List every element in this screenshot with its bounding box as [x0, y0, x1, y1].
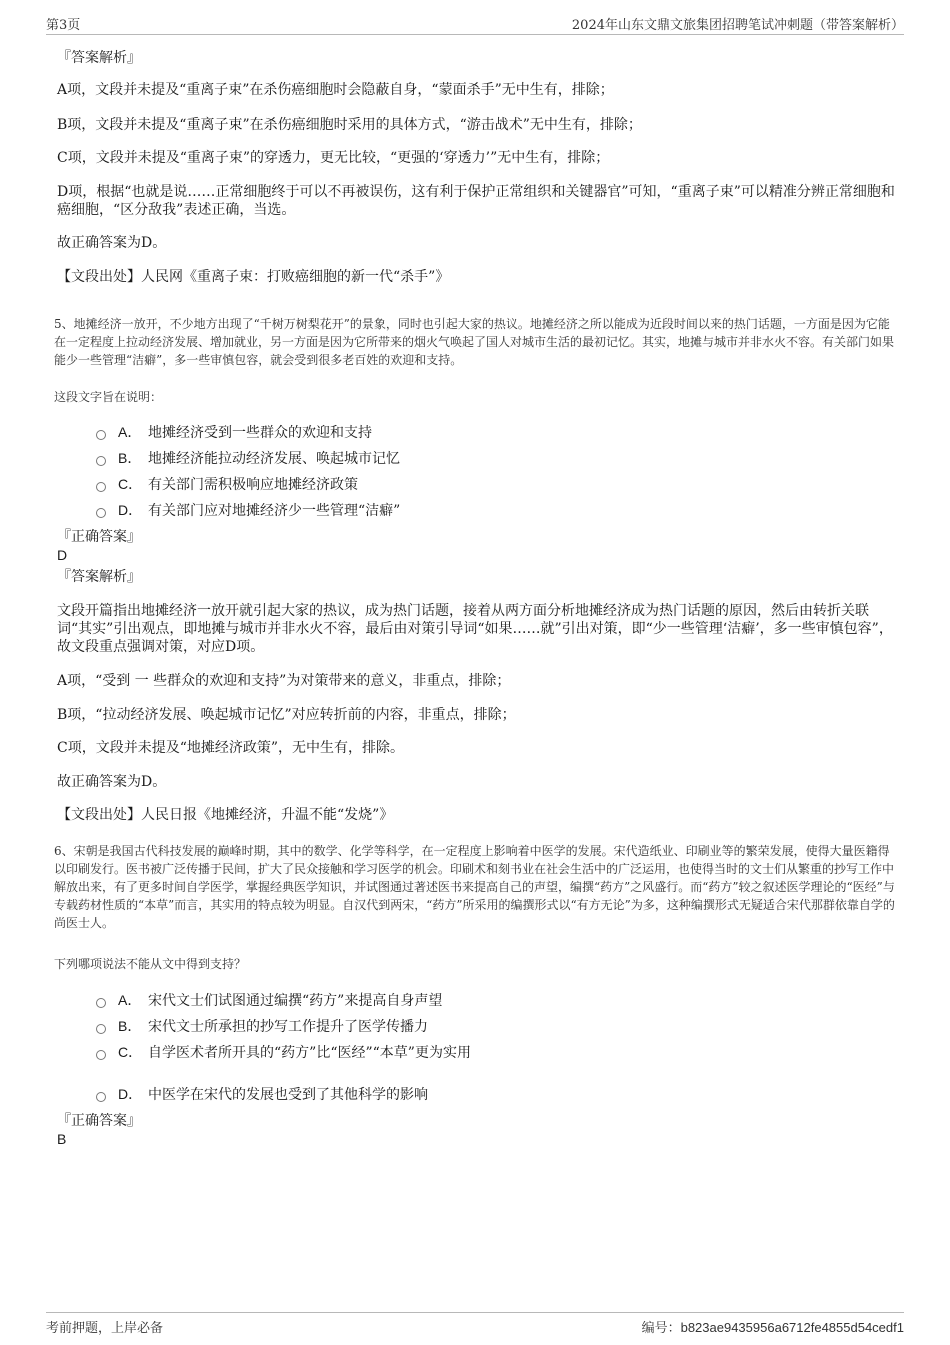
footer-slogan: 考前押题，上岸必备: [46, 1321, 164, 1336]
option-text: 宋代文士们试图通过编撰“药方”来提高自身声望: [148, 993, 443, 1009]
option-letter: B．: [118, 1018, 142, 1034]
page-number: 第3页: [46, 18, 81, 33]
q6-answer: B: [57, 1131, 67, 1147]
q5-answer-heading: 『正确答案』: [57, 529, 141, 545]
q5-conclusion: 故正确答案为D。: [57, 774, 167, 790]
q6-prompt: 下列哪项说法不能从文中得到支持？: [54, 957, 247, 971]
option-letter: C．: [118, 476, 143, 492]
radio-button[interactable]: [96, 482, 106, 492]
page-header: [46, 14, 904, 35]
q5-analysis-heading: 『答案解析』: [57, 569, 141, 585]
q6-option-a[interactable]: [96, 991, 442, 1010]
q5-analysis-option-a: A项，“受到 一 些群众的欢迎和支持”为对策带来的意义，非重点，排除；: [57, 673, 511, 689]
radio-button[interactable]: [96, 1050, 106, 1060]
q4-analysis-option-b: B项，文段并未提及“重离子束”在杀伤癌细胞时采用的具体方式，“游击战术”无中生有，排除；: [57, 117, 642, 133]
option-letter: B．: [118, 450, 142, 466]
option-text: 地摊经济受到一些群众的欢迎和支持: [148, 425, 372, 441]
q4-source: 【文段出处】人民网《重离子束：打败癌细胞的新一代“杀手”》: [57, 269, 450, 285]
q5-prompt: 这段文字旨在说明：: [54, 390, 163, 404]
page-footer: [46, 1312, 904, 1337]
option-letter: C．: [118, 1044, 143, 1060]
q5-analysis-option-b: B项，“拉动经济发展、唤起城市记忆”对应转折前的内容，非重点，排除；: [57, 707, 516, 723]
q5-answer: D: [57, 547, 68, 563]
q5-passage: 5、地摊经济一放开，不少地方出现了“千树万树梨花开”的景象，同时也引起大家的热议。地摊经济之所以能成为近段时间以来的热门话题，一方面是因为它能在一定程度上拉动经济发展、增加就业，另一方面是因为它所带来的烟火气唤起了国人对城市生活的最初记忆。其实，地摊与城市并非水火不容。有关部门如果能少一些管理“洁癖”，多一些审慎包容，就会受到很多老百姓的欢迎和支持。: [54, 317, 895, 367]
footer-id-code: b823ae9435956a6712fe4855d54cedf1: [680, 1320, 904, 1335]
option-text: 有关部门应对地摊经济少一些管理“洁癖”: [148, 503, 401, 519]
radio-button[interactable]: [96, 430, 106, 440]
q5-option-d[interactable]: [96, 501, 400, 520]
footer-id-label: 编号：: [641, 1321, 681, 1336]
q5-source: 【文段出处】人民日报《地摊经济，升温不能“发烧”》: [57, 807, 394, 823]
q5-option-c[interactable]: [96, 475, 358, 494]
option-letter: D．: [118, 1086, 143, 1102]
q6-option-d[interactable]: [96, 1085, 428, 1104]
radio-button[interactable]: [96, 1024, 106, 1034]
document-title: 2024年山东文鼎文旅集团招聘笔试冲刺题（带答案解析）: [571, 18, 904, 33]
option-letter: A．: [118, 992, 142, 1008]
option-text: 宋代文士所承担的抄写工作提升了医学传播力: [148, 1019, 428, 1035]
q4-analysis-option-a: A项，文段并未提及“重离子束”在杀伤癌细胞时会隐蔽自身，“蒙面杀手”无中生有，排除；: [57, 82, 614, 98]
radio-button[interactable]: [96, 1092, 106, 1102]
q5-analysis-option-c: C项，文段并未提及“地摊经济政策”，无中生有，排除。: [57, 740, 405, 756]
q5-option-a[interactable]: [96, 423, 372, 442]
q4-analysis-option-d: D项，根据“也就是说……正常细胞终于可以不再被误伤，这有利于保护正常组织和关键器官”可知，“重离子束”可以精准分辨正常细胞和癌细胞，“区分敌我”表述正确，当选。: [57, 184, 895, 218]
q6-option-b[interactable]: [96, 1017, 428, 1036]
radio-button[interactable]: [96, 998, 106, 1008]
radio-button[interactable]: [96, 456, 106, 466]
option-letter: D．: [118, 502, 143, 518]
q6-passage: 6、宋朝是我国古代科技发展的巅峰时期，其中的数学、化学等科学，在一定程度上影响着中医学的发展。宋代造纸业、印刷业等的繁荣发展，使得大量医籍得以印刷发行。医书被广泛传播于民间，扩大了民众接触和学习医学的机会。印刷术和刻书业在社会生活中的广泛运用，也使得当时的文士们从繁重的抄写工作中解放出来，有了更多时间自学医学，掌握经典医学知识，并试图通过著述医书来提高自己的声望，编撰“药方”之风盛行。而“药方”较之叙述医学理论的“医经”与专载药材性质的“本草”而言，其实用的特点较为明显。自汉代到两宋，“药方”所采用的编撰形式以“有方无论”为多，这种编撰形式无疑适合宋代那群依靠自学的尚医士人。: [54, 844, 895, 930]
q4-analysis-option-c: C项，文段并未提及“重离子束”的穿透力，更无比较，“更强的‘穿透力’”无中生有，排除；: [57, 150, 610, 166]
q6-answer-heading: 『正确答案』: [57, 1113, 141, 1129]
option-text: 中医学在宋代的发展也受到了其他科学的影响: [148, 1087, 428, 1103]
option-letter: A．: [118, 424, 142, 440]
option-text: 有关部门需积极响应地摊经济政策: [148, 477, 358, 493]
option-text: 自学医术者所开具的“药方”比“医经”“本草”更为实用: [148, 1045, 471, 1061]
q5-analysis: 文段开篇指出地摊经济一放开就引起大家的热议，成为热门话题，接着从两方面分析地摊经济成为热门话题的原因，然后由转折关联词“其实”引出观点，即地摊与城市并非水火不容，最后由对策引导词“如果……就”引出对策，即“少一些管理‘洁癖’，多一些审慎包容”，故文段重点强调对策，对应D项。: [57, 603, 893, 655]
footer-id: [642, 1317, 904, 1336]
q5-option-b[interactable]: [96, 449, 400, 468]
option-text: 地摊经济能拉动经济发展、唤起城市记忆: [148, 451, 400, 467]
q6-option-c[interactable]: [96, 1043, 471, 1062]
q4-conclusion: 故正确答案为D。: [57, 235, 167, 251]
q4-analysis-heading: 『答案解析』: [57, 50, 141, 66]
radio-button[interactable]: [96, 508, 106, 518]
